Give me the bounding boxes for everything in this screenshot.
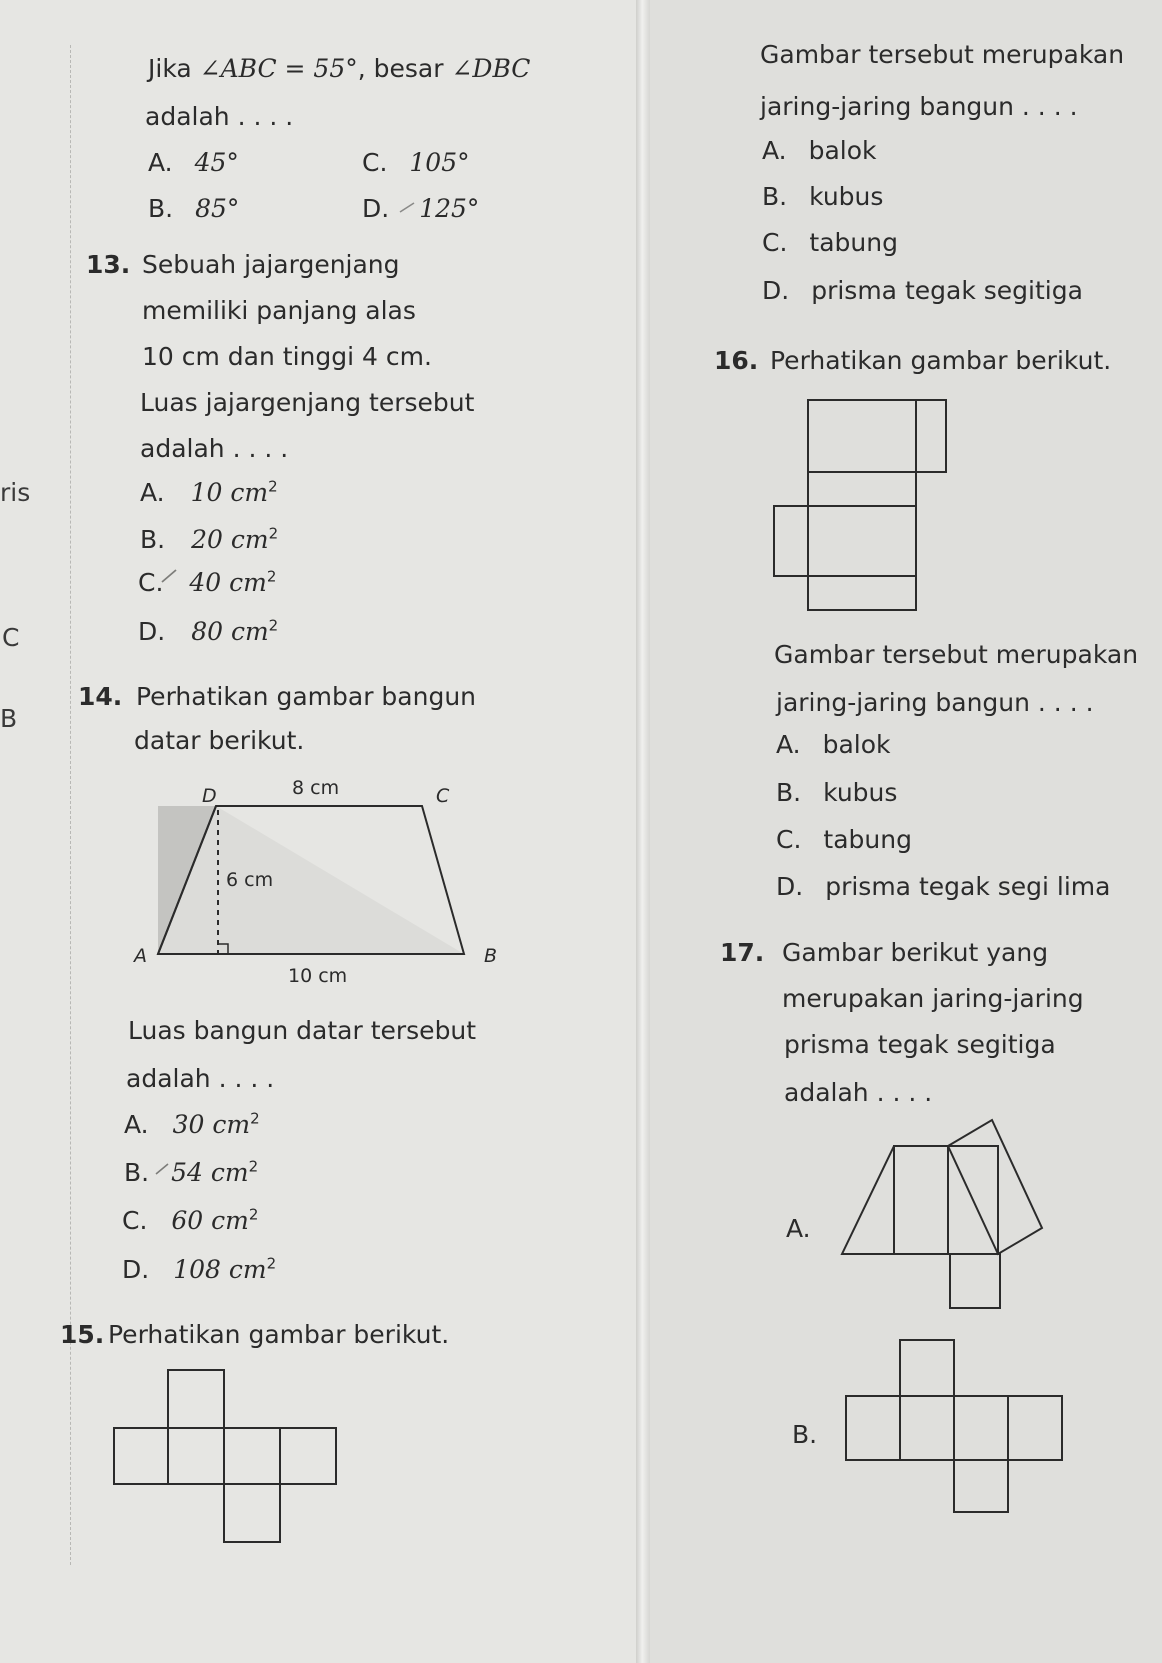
q13-line4: Luas jajargenjang tersebut (140, 388, 475, 417)
q17-line2: merupakan jaring-jaring (782, 984, 1084, 1013)
q16-option-c[interactable]: C. tabung (776, 825, 912, 854)
book-gutter (636, 0, 650, 1663)
net-face-strip (808, 472, 916, 506)
q14-question-line2: adalah . . . . (126, 1064, 275, 1093)
q12-option-d[interactable]: D. 125° (362, 194, 480, 223)
net-face-bottom (954, 1460, 1008, 1512)
q16-text: Perhatikan gambar berikut. (770, 346, 1112, 375)
net-rect-1 (894, 1146, 948, 1254)
q13-option-c[interactable]: C. 40 $cm^2$ (138, 567, 277, 597)
q13-option-d[interactable]: D. 80 $cm^2$ (138, 616, 279, 646)
q16-option-a[interactable]: A. balok (776, 730, 891, 759)
net-face-1 (846, 1396, 900, 1460)
q13-line1: Sebuah jajargenjang (142, 250, 400, 279)
q14-option-a[interactable]: A. 30 $cm^2$ (124, 1109, 260, 1139)
q12-option-b[interactable]: B. 85° (148, 194, 240, 223)
q16-option-b[interactable]: B. kubus (776, 778, 898, 807)
q12-stem-line1: Jika ∠ABC = 55°, besar ∠DBC (148, 54, 531, 83)
q13-line2: memiliki panjang alas (142, 296, 416, 325)
q14-option-c[interactable]: C. 60 $cm^2$ (122, 1205, 259, 1235)
net-face-side-left (774, 506, 808, 576)
q15-question-line2: jaring-jaring bangun . . . . (760, 92, 1078, 121)
net-face-bottom (224, 1484, 280, 1542)
vertex-d-label: D (202, 785, 217, 807)
q13-option-a[interactable]: A. 10 $cm^2$ (140, 477, 278, 507)
q13-number: 13. (86, 250, 131, 279)
q15-cube-net (112, 1368, 352, 1560)
q15-number: 15. (60, 1320, 105, 1349)
pencil-tick-mark (160, 566, 180, 586)
q16-option-d[interactable]: D. prisma tegak segi lima (776, 872, 1111, 901)
q12-option-c[interactable]: C. 105° (362, 148, 470, 177)
q15-option-d[interactable]: D. prisma tegak segitiga (762, 276, 1083, 305)
bottom-side-label: 10 cm (288, 965, 348, 987)
q12-angle-abc: ∠ABC = 55° (199, 54, 358, 83)
q15-text: Perhatikan gambar berikut. (108, 1320, 450, 1349)
q17-option-a[interactable]: A. (786, 1214, 811, 1243)
margin-fragment-c: C (2, 623, 20, 652)
net-face-top (900, 1340, 954, 1396)
q16-question-line1: Gambar tersebut merupakan (774, 640, 1139, 669)
net-face-3 (954, 1396, 1008, 1460)
q12-angle-dbc: ∠DBC (451, 54, 531, 83)
net-rect-bottom (950, 1254, 1000, 1308)
q17-option-b[interactable]: B. (792, 1420, 818, 1449)
q17-number: 17. (720, 938, 765, 967)
q16-box-net (770, 398, 950, 618)
vertex-a-label: A (134, 945, 147, 967)
q15-option-a[interactable]: A. balok (762, 136, 877, 165)
q14-question-line1: Luas bangun datar tersebut (128, 1016, 477, 1045)
q12-option-a[interactable]: A. 45° (148, 148, 239, 177)
q17-line4: adalah . . . . (784, 1078, 933, 1107)
net-face-3 (224, 1428, 280, 1484)
q15-option-c[interactable]: C. tabung (762, 228, 898, 257)
q15-question-line1: Gambar tersebut merupakan (760, 40, 1125, 69)
net-rect-tilted (948, 1120, 1042, 1254)
pencil-tick-mark (154, 1160, 172, 1178)
net-triangle-left (842, 1146, 894, 1254)
q13-option-b[interactable]: B. 20 $cm^2$ (140, 524, 279, 554)
net-face-4 (1008, 1396, 1062, 1460)
q12-stem-line2: adalah . . . . (145, 102, 294, 131)
q14-line1: Perhatikan gambar bangun (136, 682, 477, 711)
net-face-main (808, 506, 916, 576)
net-face-2 (900, 1396, 954, 1460)
q13-line5: adalah . . . . (140, 434, 289, 463)
vertex-c-label: C (436, 785, 450, 807)
q16-number: 16. (714, 346, 759, 375)
q16-question-line2: jaring-jaring bangun . . . . (776, 688, 1094, 717)
net-face-side-right (916, 400, 946, 472)
margin-fragment-b: B (0, 704, 18, 733)
net-face-1 (114, 1428, 168, 1484)
q17-line1: Gambar berikut yang (782, 938, 1049, 967)
q17-line3: prisma tegak segitiga (784, 1030, 1056, 1059)
pencil-tick-mark (398, 200, 418, 214)
net-face-bottom (808, 576, 916, 610)
margin-fragment-ris: ris (0, 478, 31, 507)
height-label: 6 cm (226, 869, 274, 891)
net-face-top (808, 400, 916, 472)
q14-number: 14. (78, 682, 123, 711)
trapezoid-figure (120, 770, 520, 990)
net-face-4 (280, 1428, 336, 1484)
q15-option-b[interactable]: B. kubus (762, 182, 884, 211)
net-face-2 (168, 1428, 224, 1484)
q17-option-a-net (840, 1118, 1050, 1318)
q14-option-d[interactable]: D. 108 $cm^2$ (122, 1254, 277, 1284)
q14-option-b[interactable]: B. 54 $cm^2$ (124, 1157, 259, 1187)
net-face-top (168, 1370, 224, 1428)
top-side-label: 8 cm (292, 777, 340, 799)
q13-line3: 10 cm dan tinggi 4 cm. (142, 342, 432, 371)
q17-option-b-net (842, 1338, 1072, 1518)
q14-line2: datar berikut. (134, 726, 305, 755)
vertex-b-label: B (484, 945, 498, 967)
